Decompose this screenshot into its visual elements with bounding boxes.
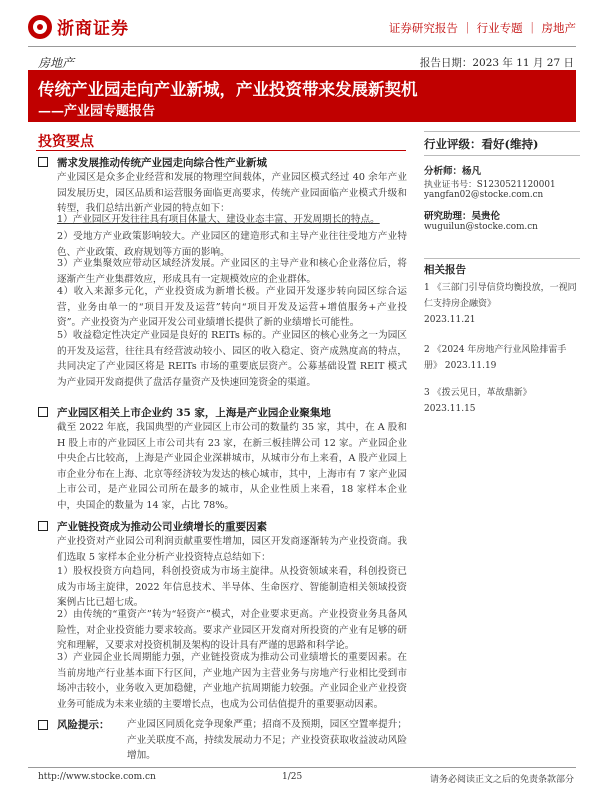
risk-title: 风险提示： bbox=[57, 719, 110, 731]
paragraph: 3）产业集聚效应带动区域经济发展。产业园区的主导产业和核心企业落位后，将逐渐产生产业集群效应，形成具有一定规模效应的企业群体。 bbox=[57, 258, 407, 285]
footer-disclaimer: 请务必阅读正文之后的免责条款部分 bbox=[429, 775, 574, 785]
paragraph: 产业投资对产业园公司利润贡献重要性增加，园区开发商逐渐转为产业投资商。我们选取 5 家样本企业分析产业投资特点总结如下： bbox=[57, 536, 407, 563]
header-divider bbox=[28, 46, 576, 47]
report-category-nav: 证券研究报告 ｜ 行业专题 ｜ 房地产 bbox=[388, 21, 576, 35]
related-report-title[interactable]: 1 《三部门引导信贷均衡投放，一视同仁支持房企融资》 bbox=[424, 283, 577, 309]
report-date: 报告日期：2023 年 11 月 27 日 bbox=[419, 57, 574, 69]
related-report-title[interactable]: 3 《拨云见日，革故鼎新》 bbox=[424, 388, 532, 398]
section-title: 需求发展推动传统产业园走向综合性产业新城 bbox=[57, 157, 267, 169]
heading-divider bbox=[36, 150, 406, 151]
report-title: 传统产业园走向产业新城，产业投资带来发展新契机 bbox=[38, 80, 418, 99]
paragraph: 1）产业园区开发往往具有项目体量大、建设业态丰富、开发周期长的特点。 bbox=[57, 214, 380, 225]
assistant-email[interactable] bbox=[424, 222, 538, 232]
rating-divider-top bbox=[424, 131, 580, 132]
report-subtitle: ——产业园专题报告 bbox=[38, 104, 156, 119]
company-logo bbox=[28, 14, 158, 40]
paragraph: 1）股权投资方向趋同，科创投资成为市场主旋律。从投资领域来看，科创投资已成为市场主旋律，2022 年信息技术、半导体、生命医疗、智能制造相关领域投资案例占比已超七成。 bbox=[57, 566, 407, 608]
assistant-email-link[interactable]: wuguilun@stocke.com.cn bbox=[424, 222, 538, 232]
paragraph: 3）产业园企业长周期能力强，产业链投资成为推动公司业绩增长的重要因素。在当前房地产行业基本面下行区间，产业地产因为主营业务与房地产行业相比受到市场冲击较小，业务收入更加稳健，产业地产抗周期能力较强。产业园企业产业投资业务可能成为未来业绩的主要增长点，也成为公司估值提升的重要驱动因素。 bbox=[57, 652, 407, 710]
page-number: 1/25 bbox=[282, 772, 303, 782]
related-report-date: 2023.11.21 bbox=[424, 315, 476, 325]
related-divider bbox=[424, 258, 580, 259]
footer-divider bbox=[28, 767, 576, 768]
section-title: 产业园区相关上市企业约 35 家，上海是产业园企业聚集地 bbox=[57, 407, 331, 419]
paragraph: 产业园区同质化竞争现象严重；招商不及预期，园区空置率提升；产业关联度不高，持续发展动力不足；产业投资获取收益波动风险增加。 bbox=[127, 719, 407, 761]
related-report-item[interactable] bbox=[424, 342, 580, 374]
paragraph: 2）受地方产业政策影响较大。产业园区的建造形式和主导产业往往受地方产业特色、产业政策、政府规划等方面的影响。 bbox=[57, 231, 407, 258]
section-bullet-icon bbox=[38, 157, 48, 167]
related-report-date: 2023.11.15 bbox=[424, 404, 476, 414]
paragraph: 产业园区是众多企业经营和发展的物理空间载体，产业园区模式经过 40 余年产业园发展历史，园区品质和运营服务面临更高要求，传统产业园面临产业模式升级和转型，我们总结出新产业园的特点如下： bbox=[57, 172, 407, 214]
footer-website-link[interactable]: http://www.stocke.com.cn bbox=[38, 772, 156, 782]
analyst-license: 执业证书号：S1230521120001 bbox=[424, 180, 556, 190]
assistant-name: 研究助理：吴贵伦 bbox=[424, 211, 501, 222]
industry-tag: 房地产 bbox=[38, 56, 75, 70]
investment-highlights-heading: 投资要点 bbox=[38, 134, 94, 150]
industry-rating: 行业评级：看好(维持) bbox=[424, 137, 539, 151]
paragraph: 截至 2022 年底，我国典型的产业园区上市公司的数量约 35 家，其中，在 A 股和 H 股上市的产业园区上市公司共有 23 家，在新三板挂牌公司 12 家。产业园企业中央企占比较高，上海是产业园企业深耕城市，从城市分布上来看，A 股产业园上市企业分布在上海、北京等经济较为发达的核心城市，其中，上海市有 7 家产业园上市公司，是产业园公司所在最多的城市，从企业性质上来看，18 家样本企业中，央国企的数量为 14 家，占比 78%。 bbox=[57, 422, 407, 511]
analyst-email-link[interactable]: yangfan02@stocke.com.cn bbox=[424, 190, 544, 200]
rating-divider-bottom bbox=[424, 155, 580, 156]
section-bullet-icon bbox=[38, 407, 48, 417]
paragraph: 2）由传统的“重资产”转为“轻资产”模式，对企业要求更高。产业投资业务具备风险性，对企业投资能力要求较高。要求产业园区开发商对所投资的产业有足够的研究和理解，又要求对投资机制及架构的设计具有严谨的思路和科学论。 bbox=[57, 609, 407, 651]
related-report-title[interactable]: 2 《2024 年房地产行业风险排雷手册》 2023.11.19 bbox=[424, 345, 567, 371]
logo-mark-icon bbox=[28, 15, 52, 39]
paragraph: 5）收益稳定性决定产业园是良好的 REITs 标的。产业园区的核心业务之一为园区的开发及运营，往往具有经营波动较小、园区的收入稳定、资产成熟度高的特点，共同决定了产业园区将是 REITs 市场的重要底层资产。公募基础设置 REIT 模式为产业园开发商提供了盘活存量资产及快速回笼资金的渠道。 bbox=[57, 330, 407, 388]
analyst-email[interactable] bbox=[424, 190, 543, 200]
related-reports-heading: 相关报告 bbox=[424, 264, 466, 276]
title-banner bbox=[28, 70, 576, 122]
section-title: 产业链投资成为推动公司业绩增长的重要因素 bbox=[57, 521, 267, 533]
analyst-name: 分析师：杨凡 bbox=[424, 166, 482, 177]
related-report-item[interactable] bbox=[424, 280, 580, 328]
related-report-item[interactable] bbox=[424, 385, 580, 417]
logo-text: 浙商证券 bbox=[57, 19, 129, 39]
paragraph: 4）收入来源多元化，产业投资成为新增长极。产业园开发逐步转向园区综合运营，业务由单一的“项目开发及运营”转向“项目开发及运营+增值服务+产业投资”。产业投资为产业园开发公司业绩增长提供了新的业绩增长可能性。 bbox=[57, 286, 407, 328]
section-bullet-icon bbox=[38, 720, 48, 730]
section-bullet-icon bbox=[38, 521, 48, 531]
